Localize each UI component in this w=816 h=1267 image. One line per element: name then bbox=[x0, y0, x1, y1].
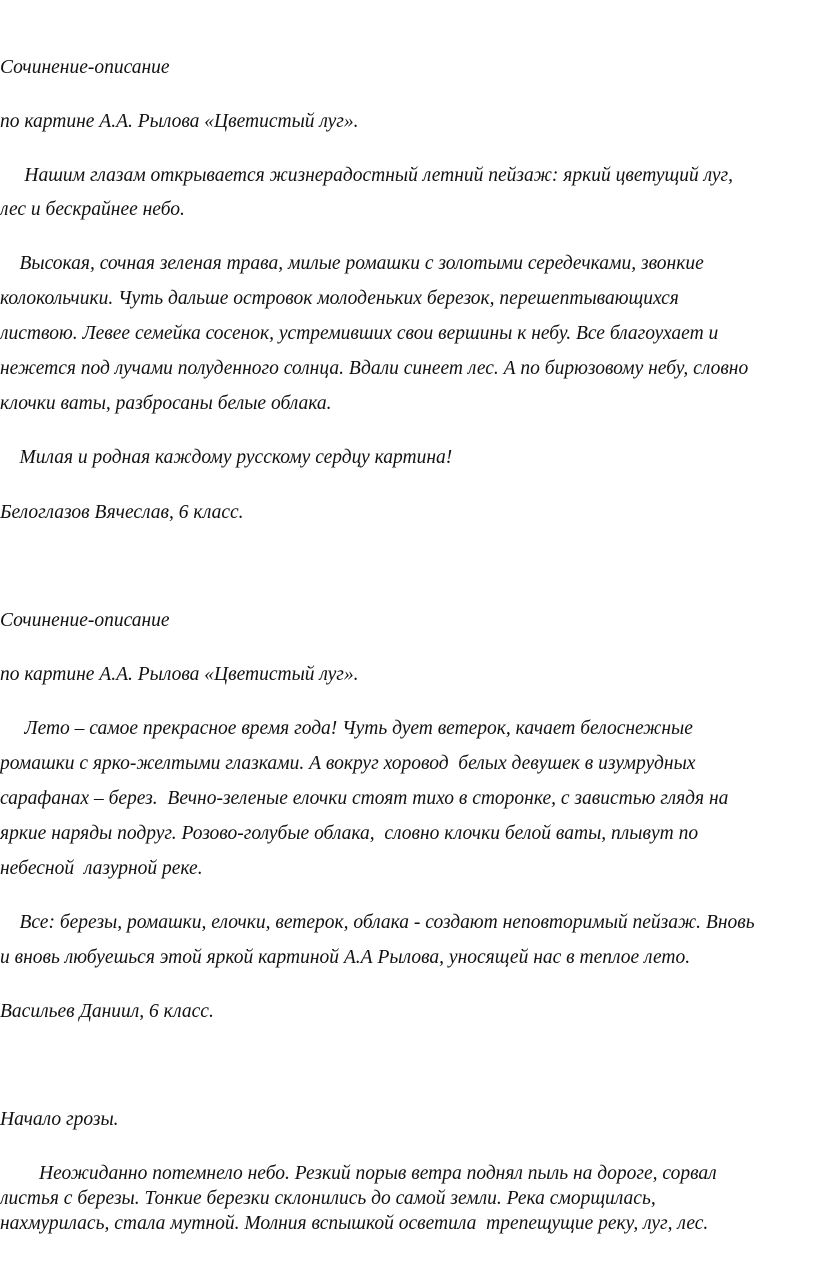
essay-1-p2-line-4: нежется под лучами полуденного солнца. Вдали синеет лес. А по бирюзовому небу, словно bbox=[0, 358, 749, 379]
essay-1-title: Сочинение-описание bbox=[0, 57, 170, 78]
essay-1-subtitle: по картине А.А. Рылова «Цветистый луг». bbox=[0, 111, 359, 132]
essay-1-p1-line-1: Нашим глазам открывается жизнерадостный летний пейзаж: яркий цветущий луг, bbox=[0, 165, 733, 186]
essay-1-p2-line-5: клочки ваты, разбросаны белые облака. bbox=[0, 393, 332, 414]
essay-2-p1-line-3: сарафанах – берез. Вечно-зеленые елочки стоят тихо в сторонке, с завистью глядя на bbox=[0, 788, 729, 809]
essay-2-p1-line-5: небесной лазурной реке. bbox=[0, 858, 203, 879]
essay-3-title: Начало грозы. bbox=[0, 1109, 119, 1130]
essay-2-p1-line-1: Лето – самое прекрасное время года! Чуть дует ветерок, качает белоснежные bbox=[0, 718, 693, 739]
essay-1-p2-line-1: Высокая, сочная зеленая трава, милые ромашки с золотыми середечками, звонкие bbox=[0, 253, 704, 274]
essay-2-p1-line-2: ромашки с ярко-желтыми глазками. А вокруг хоровод белых девушек в изумрудных bbox=[0, 753, 696, 774]
essay-2-title: Сочинение-описание bbox=[0, 610, 170, 631]
essay-3-p1-line-3: нахмурилась, стала мутной. Молния вспышкой осветила трепещущие реку, луг, лес. bbox=[0, 1213, 709, 1234]
essay-2-p1-line-4: яркие наряды подруг. Розово-голубые облака, словно клочки белой ваты, плывут по bbox=[0, 823, 699, 844]
essay-1-p2-line-3: листвою. Левее семейка сосенок, устремивших свои вершины к небу. Все благоухает и bbox=[0, 323, 719, 344]
essay-3-p1-line-1: Неожиданно потемнело небо. Резкий порыв ветра поднял пыль на дороге, сорвал bbox=[0, 1163, 717, 1184]
essay-1-p3-line-1: Милая и родная каждому русскому сердцу картина! bbox=[0, 447, 453, 468]
essay-2-subtitle: по картине А.А. Рылова «Цветистый луг». bbox=[0, 664, 359, 685]
essay-2-p2-line-2: и вновь любуешься этой яркой картиной А.А Рылова, уносящей нас в теплое лето. bbox=[0, 947, 691, 968]
essay-1-p1-line-2: лес и бескрайнее небо. bbox=[0, 199, 185, 220]
essay-2-author: Васильев Даниил, 6 класс. bbox=[0, 1001, 214, 1022]
essay-1-p2-line-2: колокольчики. Чуть дальше островок молоденьких березок, перешептывающихся bbox=[0, 288, 679, 309]
essay-2-p2-line-1: Все: березы, ромашки, елочки, ветерок, облака - создают неповторимый пейзаж. Вновь bbox=[0, 912, 755, 933]
essay-1-author: Белоглазов Вячеслав, 6 класс. bbox=[0, 502, 244, 523]
essay-3-p1-line-2: листья с березы. Тонкие березки склонились до самой земли. Река сморщилась, bbox=[0, 1188, 656, 1209]
